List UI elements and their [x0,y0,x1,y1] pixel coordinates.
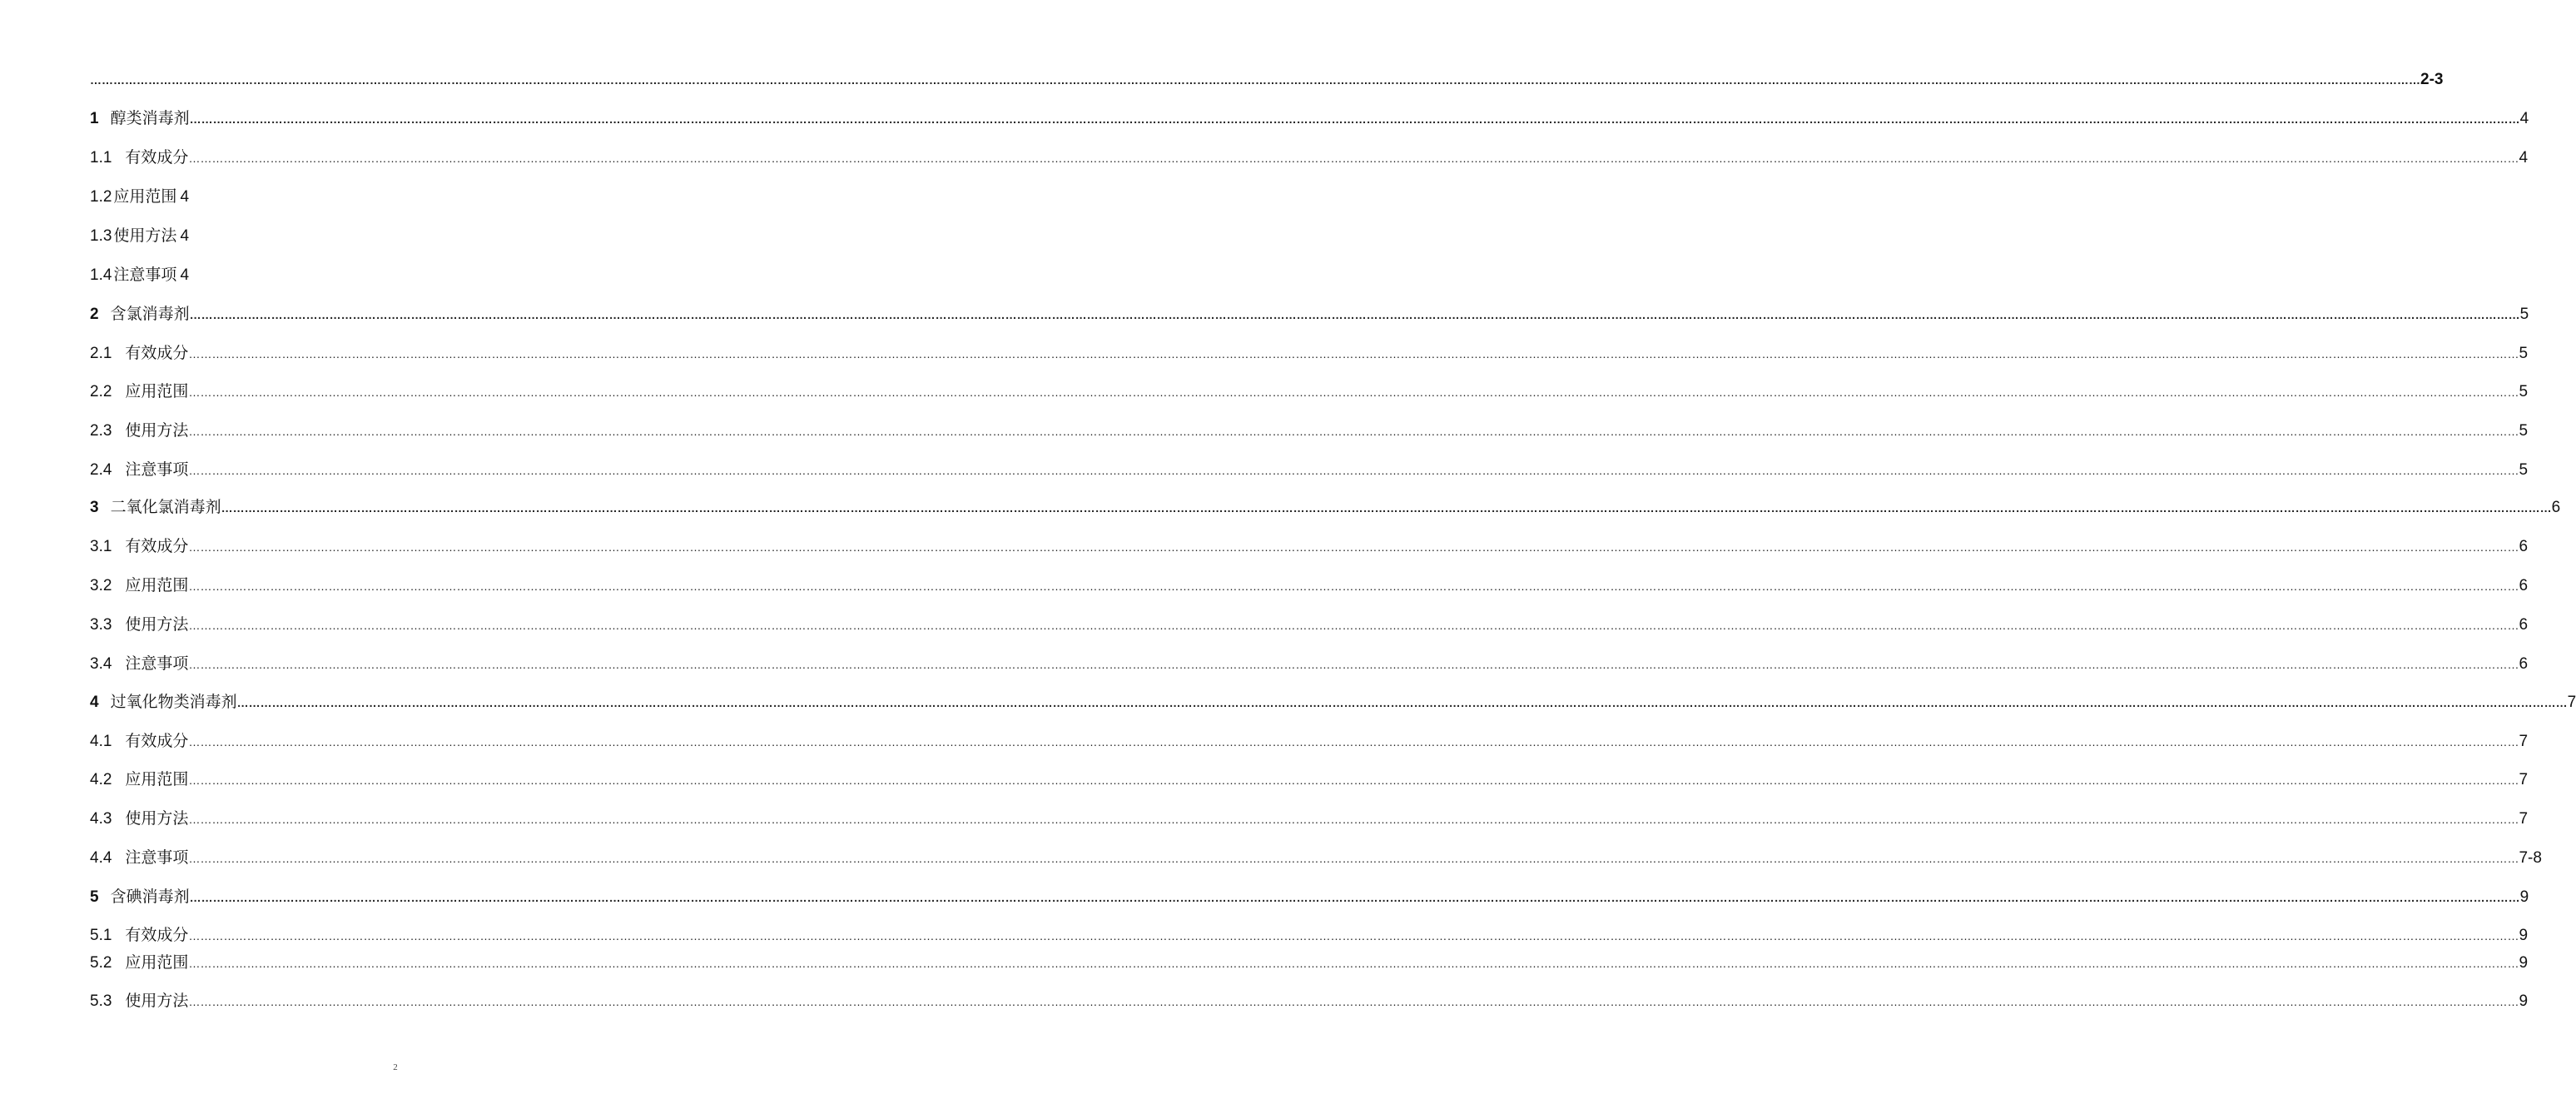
toc-entry[interactable] [90,109,2529,129]
toc-entry[interactable] [90,615,2529,635]
toc-leader-dots: …………………………………………………………………………………………………………………………………………………………………………………………………………………………………………………………………………………………………………………………………………………………………………………………………………………………………………………………………………………………………………………………………………………… [188,957,2519,970]
toc-leader-dots: …………………………………………………………………………………………………………………………………………………………………………………………………………………………………………………………………………………………………………………………………………………………………………………………………………………………………………………………………………………………………………………………………………………… [188,773,2519,787]
toc-entry-title: 有效成分 [125,927,189,944]
toc-entry-number: 2.2 [90,383,112,400]
toc-entry-number: 4.1 [90,733,112,750]
toc-leader-dots: …………………………………………………………………………………………………………………………………………………………………………………………………………………………………………………………………………………………………………………………………………………………………………………………………………………………………………………………………………………………………………………………………………………… [188,929,2519,942]
toc-entry-page: 2-3 [2420,71,2444,88]
toc-entry-number: 4.3 [90,810,112,828]
toc-entry-title: 有效成分 [125,149,189,167]
toc-entry-title: 应用范围 [125,771,189,788]
toc-entry-number: 2.1 [90,345,112,362]
toc-entry-title: 有效成分 [125,345,189,362]
toc-entry[interactable] [90,187,189,207]
toc-entry[interactable] [90,266,189,286]
toc-entry-number: 3 [90,499,99,516]
toc-entry[interactable] [90,344,2529,364]
toc-entry-number: 2.4 [90,461,112,479]
toc-leader-dots: …………………………………………………………………………………………………………………………………………………………………………………………………………………………………………………………………………………………………………………………………………………………………………………………………………………………………………………………………………………………………………………………………………………… [188,579,2519,593]
toc-entry-title: 醇类消毒剂 [110,110,190,127]
toc-entry-number: 4.2 [90,771,112,788]
toc-entry-page: 6 [2519,655,2529,673]
toc-entry[interactable] [90,809,2529,829]
toc-entry-title: 使用方法 [125,422,189,440]
toc-entry-number: 5 [90,888,99,906]
toc-entry-title: 使用方法 [125,810,189,828]
toc-entry-page: 7 [2519,771,2529,788]
toc-leader-dots: …………………………………………………………………………………………………………………………………………………………………………………………………………………………………………………………………………………………………………………………………………………………………………………………………………………………………………………………………………………………………………………………………………………… [236,696,2568,709]
toc-entry-title: 过氧化物类消毒剂 [110,694,237,711]
toc-entry[interactable] [90,926,2529,946]
toc-leader-dots: …………………………………………………………………………………………………………………………………………………………………………………………………………………………………………………………………………………………………………………………………………………………………………………………………………………………………………………………………………………………………………………………………………………… [188,385,2519,399]
toc-entry[interactable] [90,460,2529,480]
toc-entry-title: 注意事项 [125,849,189,867]
toc-entry-page: 4 [180,227,190,245]
toc-entry[interactable] [90,953,2529,973]
toc-entry[interactable] [90,421,2529,441]
toc-entry-title: 应用范围 [125,577,189,594]
toc-entry-page: 4 [180,188,190,206]
toc-entry-number: 5.1 [90,927,112,944]
toc-entry-title: 使用方法 [125,616,189,634]
toc-entry-page: 4 [2519,149,2529,167]
toc-entry-title: 使用方法 [113,227,177,245]
toc-entry-number: 5.2 [90,954,112,972]
toc-entry[interactable] [90,693,2576,713]
toc-entry[interactable] [90,498,2561,518]
toc-entry-page: 9 [2519,888,2529,906]
toc-entry-title: 有效成分 [125,733,189,750]
toc-entry[interactable] [90,226,189,246]
toc-entry-title: 二氧化氯消毒剂 [110,499,221,516]
toc-leader-dots: …………………………………………………………………………………………………………………………………………………………………………………………………………………………………………………………………………………………………………………………………………………………………………………………………………………………………………………………………………………………………………………………………………………… [90,73,2420,87]
toc-entry-page: 4 [180,266,190,284]
toc-entry-number: 1.2 [90,188,112,206]
toc-entry-page: 6 [2519,538,2529,555]
toc-leader-dots: …………………………………………………………………………………………………………………………………………………………………………………………………………………………………………………………………………………………………………………………………………………………………………………………………………………………………………………………………………………………………………………………………………………… [189,891,2520,904]
toc-entry-number: 4 [90,694,99,711]
toc-entry-number: 3.3 [90,616,112,634]
toc-entry[interactable] [90,537,2529,557]
toc-entry-title: 应用范围 [113,188,177,206]
toc-entry-number: 2 [90,306,99,323]
toc-entry[interactable] [90,732,2529,752]
toc-entry-title: 使用方法 [125,992,189,1010]
toc-entry[interactable] [90,888,2529,908]
toc-entry[interactable] [90,576,2529,596]
toc-entry-page: 5 [2519,422,2529,440]
toc-entry-title: 注意事项 [125,655,189,673]
toc-entry-title: 有效成分 [125,538,189,555]
toc-leader-dots: …………………………………………………………………………………………………………………………………………………………………………………………………………………………………………………………………………………………………………………………………………………………………………………………………………………………………………………………………………………………………………………………………………………… [188,425,2519,438]
toc-entry-number: 4.4 [90,849,112,867]
toc-entry-page: 7 [2519,810,2529,828]
toc-entry-page: 6 [2519,616,2529,634]
toc-leader-dots: …………………………………………………………………………………………………………………………………………………………………………………………………………………………………………………………………………………………………………………………………………………………………………………………………………………………………………………………………………………………………………………………………………………… [189,112,2520,126]
toc-entry-title: 应用范围 [125,954,189,972]
toc-entry-number: 1.4 [90,266,112,284]
toc-entry-page: 5 [2519,345,2529,362]
toc-entry-page: 9 [2519,992,2529,1010]
toc-entry[interactable] [90,148,2529,168]
toc-entry-number: 3.1 [90,538,112,555]
toc-entry[interactable] [90,305,2529,325]
toc-entry-number: 2.3 [90,422,112,440]
toc-entry-page: 5 [2519,306,2529,323]
toc-leader-dots: …………………………………………………………………………………………………………………………………………………………………………………………………………………………………………………………………………………………………………………………………………………………………………………………………………………………………………………………………………………………………………………………………………………… [188,658,2519,671]
toc-entry-page: 7 [2567,694,2576,711]
toc-entry-title: 注意事项 [113,266,177,284]
toc-entry-page: 7 [2519,733,2529,750]
page-number: 2 [393,1062,398,1072]
toc-entry-title: 含氯消毒剂 [110,306,190,323]
toc-entry[interactable] [90,382,2529,402]
toc-leader-dots: …………………………………………………………………………………………………………………………………………………………………………………………………………………………………………………………………………………………………………………………………………………………………………………………………………………………………………………………………………………………………………………………………………………… [188,735,2519,748]
toc-entry[interactable] [90,848,2542,868]
toc-entry[interactable] [90,70,2444,90]
toc-entry-page: 5 [2519,461,2529,479]
toc-leader-dots: …………………………………………………………………………………………………………………………………………………………………………………………………………………………………………………………………………………………………………………………………………………………………………………………………………………………………………………………………………………………………………………………………………………… [188,540,2519,554]
toc-entry-title: 注意事项 [125,461,189,479]
toc-entry-title: 含碘消毒剂 [110,888,190,906]
toc-leader-dots: …………………………………………………………………………………………………………………………………………………………………………………………………………………………………………………………………………………………………………………………………………………………………………………………………………………………………………………………………………………………………………………………………………………… [188,813,2519,826]
toc-entry-number: 1.3 [90,227,112,245]
toc-entry-number: 1 [90,110,99,127]
toc-entry-page: 6 [2551,499,2561,516]
toc-leader-dots: …………………………………………………………………………………………………………………………………………………………………………………………………………………………………………………………………………………………………………………………………………………………………………………………………………………………………………………………………………………………………………………………………………………… [188,347,2519,361]
toc-leader-dots: …………………………………………………………………………………………………………………………………………………………………………………………………………………………………………………………………………………………………………………………………………………………………………………………………………………………………………………………………………………………………………………………………………………… [188,619,2519,632]
toc-leader-dots: …………………………………………………………………………………………………………………………………………………………………………………………………………………………………………………………………………………………………………………………………………………………………………………………………………………………………………………………………………………………………………………………………………………… [221,501,2552,515]
toc-entry-number: 3.4 [90,655,112,673]
toc-entry-title: 应用范围 [125,383,189,400]
toc-entry[interactable] [90,654,2529,674]
toc-leader-dots: …………………………………………………………………………………………………………………………………………………………………………………………………………………………………………………………………………………………………………………………………………………………………………………………………………………………………………………………………………………………………………………………………………………… [188,152,2519,165]
toc-entry[interactable] [90,992,2529,1012]
toc-entry[interactable] [90,770,2529,790]
toc-entry-page: 5 [2519,383,2529,400]
toc-leader-dots: …………………………………………………………………………………………………………………………………………………………………………………………………………………………………………………………………………………………………………………………………………………………………………………………………………………………………………………………………………………………………………………………………………………… [188,852,2519,865]
toc-entry-number: 5.3 [90,992,112,1010]
toc-entry-page: 7-8 [2519,849,2542,867]
toc-leader-dots: …………………………………………………………………………………………………………………………………………………………………………………………………………………………………………………………………………………………………………………………………………………………………………………………………………………………………………………………………………………………………………………………………………………… [188,464,2519,477]
toc-entry-page: 9 [2519,954,2529,972]
toc-entry-page: 9 [2519,927,2529,944]
toc-entry-number: 3.2 [90,577,112,594]
toc-entry-page: 4 [2519,110,2529,127]
toc-entry-page: 6 [2519,577,2529,594]
toc-leader-dots: …………………………………………………………………………………………………………………………………………………………………………………………………………………………………………………………………………………………………………………………………………………………………………………………………………………………………………………………………………………………………………………………………………………… [188,995,2519,1008]
toc-entry-number: 1.1 [90,149,112,167]
toc-leader-dots: …………………………………………………………………………………………………………………………………………………………………………………………………………………………………………………………………………………………………………………………………………………………………………………………………………………………………………………………………………………………………………………………………………………… [189,308,2520,321]
